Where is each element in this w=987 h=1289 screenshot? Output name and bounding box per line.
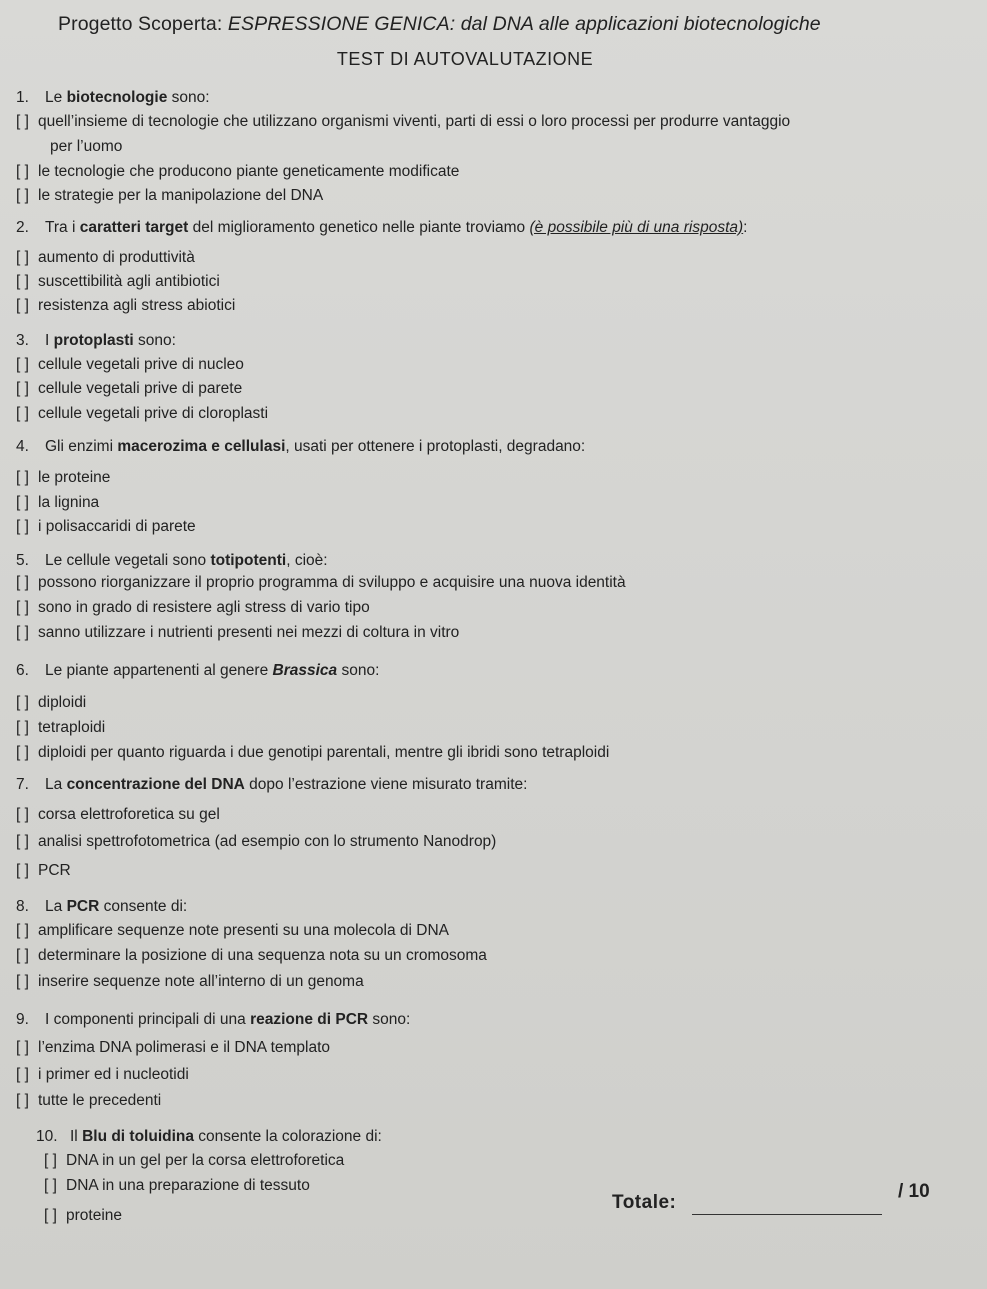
question-number: 6. xyxy=(16,662,29,679)
option-text: resistenza agli stress abiotici xyxy=(38,297,236,314)
q3-option-c[interactable] xyxy=(16,405,268,423)
checkbox[interactable]: [ ] xyxy=(16,356,29,373)
question-keyword: protoplasti xyxy=(53,332,134,349)
question-text: sono: xyxy=(337,662,380,679)
option-text: diploidi per quanto riguarda i due genotipi parentali, mentre gli ibridi sono tetraploidi xyxy=(38,744,610,761)
q10-option-b[interactable] xyxy=(44,1177,310,1195)
question-text: I xyxy=(45,332,54,349)
checkbox[interactable]: [ ] xyxy=(16,249,29,266)
question-text: sono: xyxy=(133,332,176,349)
q5-option-b[interactable] xyxy=(16,599,370,617)
q9-option-c[interactable] xyxy=(16,1092,161,1110)
q1-option-a-continuation: per l’uomo xyxy=(50,138,123,155)
question-9 xyxy=(16,1011,410,1029)
option-text: cellule vegetali prive di cloroplasti xyxy=(38,405,269,422)
question-text: Tra i xyxy=(45,219,80,236)
question-5 xyxy=(16,552,328,570)
q9-option-a[interactable] xyxy=(16,1039,330,1057)
q8-option-a[interactable] xyxy=(16,922,449,940)
option-text: possono riorganizzare il proprio programma di sviluppo e acquisire una nuova identità xyxy=(38,574,626,591)
checkbox[interactable]: [ ] xyxy=(16,1092,29,1109)
option-text: inserire sequenze note all’interno di un genoma xyxy=(38,973,364,990)
checkbox[interactable]: [ ] xyxy=(16,113,29,130)
checkbox[interactable]: [ ] xyxy=(16,947,29,964)
question-text: I componenti principali di una xyxy=(45,1011,251,1028)
q10-option-a[interactable] xyxy=(44,1152,344,1170)
question-6 xyxy=(16,662,379,680)
q1-option-b[interactable] xyxy=(16,163,459,181)
option-text: analisi spettrofotometrica (ad esempio con lo strumento Nanodrop) xyxy=(38,833,497,850)
q2-option-c[interactable] xyxy=(16,297,235,315)
option-text: diploidi xyxy=(38,694,87,711)
question-keyword: caratteri target xyxy=(79,219,189,236)
checkbox[interactable]: [ ] xyxy=(44,1152,57,1169)
checkbox[interactable]: [ ] xyxy=(16,469,29,486)
question-text: Le cellule vegetali sono xyxy=(45,552,211,569)
checkbox[interactable]: [ ] xyxy=(16,297,29,314)
question-text: Il xyxy=(70,1128,83,1145)
question-keyword: Brassica xyxy=(272,662,338,679)
question-7 xyxy=(16,776,527,794)
question-keyword: biotecnologie xyxy=(66,89,168,106)
question-keyword: concentrazione del DNA xyxy=(66,776,245,793)
question-note: (è possibile più di una risposta) xyxy=(529,219,744,236)
question-keyword: macerozima e cellulasi xyxy=(117,438,286,455)
question-number: 8. xyxy=(16,898,29,915)
option-text: i primer ed i nucleotidi xyxy=(38,1066,189,1083)
score-max: / 10 xyxy=(898,1181,930,1202)
q8-option-b[interactable] xyxy=(16,947,487,965)
question-text: La xyxy=(45,898,67,915)
question-number: 2. xyxy=(16,219,29,236)
document-title xyxy=(58,13,958,36)
option-text: aumento di produttività xyxy=(38,249,195,266)
option-text: corsa elettroforetica su gel xyxy=(38,806,220,823)
option-text: le strategie per la manipolazione del DNA xyxy=(38,187,324,204)
option-text: le tecnologie che producono piante geneticamente modificate xyxy=(38,163,460,180)
question-text: , usati per ottenere i protoplasti, degradano: xyxy=(285,438,586,455)
question-text: consente di: xyxy=(99,898,188,915)
checkbox[interactable]: [ ] xyxy=(16,599,29,616)
question-3 xyxy=(16,332,176,350)
checkbox[interactable]: [ ] xyxy=(16,187,29,204)
checkbox[interactable]: [ ] xyxy=(16,624,29,641)
question-keyword: reazione di PCR xyxy=(250,1011,369,1028)
total-score-field[interactable] xyxy=(692,1214,882,1215)
checkbox[interactable]: [ ] xyxy=(16,1066,29,1083)
option-text: cellule vegetali prive di parete xyxy=(38,380,243,397)
checkbox[interactable]: [ ] xyxy=(16,1039,29,1056)
checkbox[interactable]: [ ] xyxy=(16,405,29,422)
checkbox[interactable]: [ ] xyxy=(16,694,29,711)
q5-option-c[interactable] xyxy=(16,624,459,642)
checkbox[interactable]: [ ] xyxy=(16,744,29,761)
question-number: 9. xyxy=(16,1011,29,1028)
question-text: sono: xyxy=(368,1011,411,1028)
question-text: : xyxy=(743,219,748,236)
checkbox[interactable]: [ ] xyxy=(16,574,29,591)
option-text: l’enzima DNA polimerasi e il DNA templato xyxy=(38,1039,331,1056)
checkbox[interactable]: [ ] xyxy=(16,833,29,850)
option-text: determinare la posizione di una sequenza nota su un cromosoma xyxy=(38,947,487,964)
option-text: quell’insieme di tecnologie che utilizzano organismi viventi, parti di essi o loro processi per produrre vantaggio xyxy=(38,113,791,130)
option-text: le proteine xyxy=(38,469,111,486)
q2-option-a[interactable] xyxy=(16,249,195,267)
question-text: , cioè: xyxy=(286,552,328,569)
checkbox[interactable]: [ ] xyxy=(44,1207,57,1224)
question-text: Le xyxy=(45,89,67,106)
checkbox[interactable]: [ ] xyxy=(44,1177,57,1194)
option-text: sono in grado di resistere agli stress di vario tipo xyxy=(38,599,370,616)
test-subtitle: TEST DI AUTOVALUTAZIONE xyxy=(336,49,594,69)
option-text: amplificare sequenze note presenti su una molecola di DNA xyxy=(38,922,449,939)
question-text: dopo l’estrazione viene misurato tramite: xyxy=(244,776,528,793)
option-text: proteine xyxy=(66,1207,123,1224)
q5-option-a[interactable] xyxy=(16,574,626,592)
q10-option-c[interactable] xyxy=(44,1207,122,1225)
q7-option-b[interactable] xyxy=(16,833,496,851)
checkbox[interactable]: [ ] xyxy=(16,380,29,397)
total-label: Totale: xyxy=(612,1192,677,1213)
question-number: 4. xyxy=(16,438,29,455)
question-number: 5. xyxy=(16,552,29,569)
option-text: i polisaccaridi di parete xyxy=(38,518,196,535)
question-text: Le piante appartenenti al genere xyxy=(45,662,273,679)
question-number: 10. xyxy=(36,1128,58,1145)
option-text: sanno utilizzare i nutrienti presenti nei mezzi di coltura in vitro xyxy=(38,624,460,641)
option-text: suscettibilità agli antibiotici xyxy=(38,273,220,290)
option-text: DNA in un gel per la corsa elettroforetica xyxy=(66,1152,345,1169)
q4-option-a[interactable] xyxy=(16,469,110,487)
option-text: PCR xyxy=(38,862,71,879)
question-1 xyxy=(16,89,210,107)
q1-option-c[interactable] xyxy=(16,187,323,205)
question-keyword: PCR xyxy=(66,898,100,915)
question-text: sono: xyxy=(167,89,210,106)
q6-option-a[interactable] xyxy=(16,694,86,712)
q2-option-b[interactable] xyxy=(16,273,220,291)
q9-option-b[interactable] xyxy=(16,1066,189,1084)
option-text: tetraploidi xyxy=(38,719,106,736)
question-4 xyxy=(16,438,585,456)
checkbox[interactable]: [ ] xyxy=(16,518,29,535)
q3-option-a[interactable] xyxy=(16,356,244,374)
checkbox[interactable]: [ ] xyxy=(16,163,29,180)
checkbox[interactable]: [ ] xyxy=(16,273,29,290)
question-8 xyxy=(16,898,187,916)
checkbox[interactable]: [ ] xyxy=(16,862,29,879)
q7-option-a[interactable] xyxy=(16,806,220,824)
option-text: tutte le precedenti xyxy=(38,1092,162,1109)
question-10 xyxy=(36,1128,382,1146)
checkbox[interactable]: [ ] xyxy=(16,719,29,736)
q8-option-c[interactable] xyxy=(16,973,364,991)
q6-option-c[interactable] xyxy=(16,744,609,762)
question-text: consente la colorazione di: xyxy=(194,1128,382,1145)
q4-option-b[interactable] xyxy=(16,494,99,512)
title-italic: ESPRESSIONE GENICA: dal DNA alle applicazioni biotecnologiche xyxy=(227,13,821,35)
q3-option-b[interactable] xyxy=(16,380,242,398)
question-keyword: totipotenti xyxy=(210,552,287,569)
checkbox[interactable]: [ ] xyxy=(16,973,29,990)
question-2 xyxy=(16,219,747,237)
q4-option-c[interactable] xyxy=(16,518,196,536)
question-keyword: Blu di toluidina xyxy=(82,1128,194,1145)
title-prefix: Progetto Scoperta: xyxy=(58,13,228,35)
question-text: La xyxy=(45,776,67,793)
q6-option-b[interactable] xyxy=(16,719,105,737)
question-number: 1. xyxy=(16,89,29,106)
question-text: del miglioramento genetico nelle piante troviamo xyxy=(188,219,530,236)
question-number: 7. xyxy=(16,776,29,793)
question-number: 3. xyxy=(16,332,29,349)
question-text: Gli enzimi xyxy=(45,438,118,455)
q1-option-a[interactable] xyxy=(16,113,790,131)
option-text: la lignina xyxy=(38,494,100,511)
checkbox[interactable]: [ ] xyxy=(16,494,29,511)
option-text: cellule vegetali prive di nucleo xyxy=(38,356,244,373)
checkbox[interactable]: [ ] xyxy=(16,922,29,939)
checkbox[interactable]: [ ] xyxy=(16,806,29,823)
option-text: DNA in una preparazione di tessuto xyxy=(66,1177,310,1194)
q7-option-c[interactable] xyxy=(16,862,71,880)
